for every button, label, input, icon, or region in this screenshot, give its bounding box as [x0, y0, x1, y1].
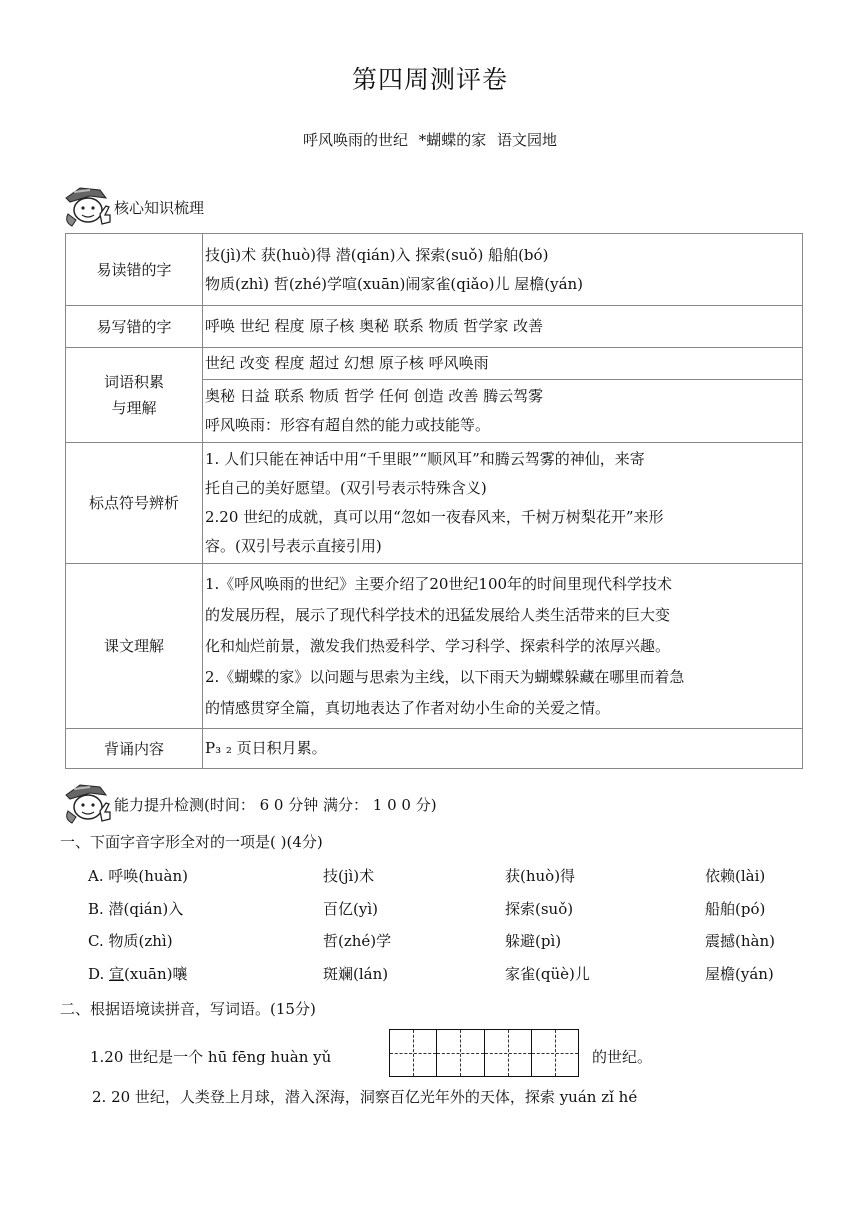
row-content — [203, 729, 803, 769]
content-line: 的情感贯穿全篇，真切地表达了作者对幼小生命的关爱之情。 — [205, 698, 611, 717]
content-line: 世纪 改变 程度 超过 幻想 原子核 呼风唤雨 — [205, 354, 489, 372]
question-2-item-1-suffix: 的世纪。 — [592, 1048, 653, 1066]
content-line: 物质(zhì) 哲(zhé)学喧(xuān)闹家雀(qiǎo)儿 屋檐(yán) — [205, 274, 584, 293]
option-b-4: 船舶(pó) — [705, 900, 766, 918]
question-2-item-2: 2. 20 世纪，人类登上月球，潜入深海，洞察百亿光年外的天体，探索 yuán zǐ hé — [92, 1088, 638, 1106]
row-label-line: 与理解 — [111, 399, 157, 417]
question-1-stem: 一、下面字音字形全对的一项是( )(4分) — [60, 833, 323, 851]
content-line: 的发展历程，展示了现代科学技术的迅猛发展给人类生活带来的巨大变 — [205, 605, 671, 624]
content-line: 奥秘 日益 联系 物质 哲学 任何 创造 改善 腾云驾雾 — [205, 387, 544, 405]
content-line: 化和灿烂前景，激发我们热爱科学、学习科学、探索科学的浓厚兴趣。 — [205, 636, 671, 655]
option-d-prefix: D. — [88, 965, 110, 983]
mascot-icon — [60, 184, 118, 230]
question-2-stem: 二、根据语境读拼音，写词语。(15分) — [60, 1000, 316, 1018]
option-a-3: 获(huò)得 — [505, 867, 576, 885]
writing-cell[interactable] — [485, 1030, 532, 1076]
content-line: 2.《蝴蝶的家》以问题与思索为主线，以下雨天为蝴蝶躲藏在哪里而着急 — [205, 667, 685, 686]
writing-cell[interactable] — [532, 1030, 578, 1076]
option-c-4: 震撼(hàn) — [705, 932, 775, 950]
option-b-1: B. 潜(qián)入 — [88, 900, 184, 918]
option-a-4: 依赖(lài) — [705, 867, 766, 885]
row-label: 易读错的字 — [66, 234, 203, 306]
row-label: 背诵内容 — [66, 729, 203, 769]
option-d-3: 家雀(qüè)儿 — [505, 965, 590, 983]
row-content — [203, 380, 803, 443]
option-b-3: 探索(suǒ) — [505, 900, 574, 918]
option-a-1: A. 呼唤(huàn) — [88, 867, 188, 885]
row-content — [203, 348, 803, 380]
option-d-1 — [88, 963, 187, 984]
content-line: P₃ ₂ 页日积月累。 — [205, 739, 327, 757]
option-c-1: C. 物质(zhì) — [88, 932, 173, 950]
content-line: 2.20 世纪的成就，真可以用“忽如一夜春风来，千树万树梨花开”来形 — [205, 508, 664, 526]
section-heading-ability — [60, 781, 437, 827]
question-2-item-1-prefix: 1.20 世纪是一个 hū fēng huàn yǔ — [90, 1048, 332, 1066]
option-d-rest: (xuān)嚷 — [124, 965, 188, 983]
table-row — [66, 443, 803, 564]
row-label: 标点符号辨析 — [66, 443, 203, 564]
table-row — [66, 348, 803, 380]
option-c-3: 躲避(pì) — [505, 932, 562, 950]
table-row — [66, 564, 803, 729]
writing-cell[interactable] — [390, 1030, 437, 1076]
section-heading-core — [60, 184, 204, 230]
content-line: 呼唤 世纪 程度 原子核 奥秘 联系 物质 哲学家 改善 — [205, 317, 544, 335]
table-row — [66, 234, 803, 306]
content-line: 容。(双引号表示直接引用) — [205, 537, 382, 555]
content-line: 技(jì)术 获(huò)得 潜(qián)入 探索(suǒ) 船舶(bó) — [205, 245, 549, 264]
row-label: 课文理解 — [66, 564, 203, 729]
option-c-2: 哲(zhé)学 — [323, 932, 392, 950]
content-line: 1.《呼风唤雨的世纪》主要介绍了20世纪100年的时间里现代科学技术 — [205, 574, 673, 593]
content-line: 1. 人们只能在神话中用“千里眼”“顺风耳”和腾云驾雾的神仙，来寄 — [205, 450, 645, 468]
row-label-line: 词语积累 — [103, 373, 164, 391]
row-content — [203, 443, 803, 564]
content-line: 托自己的美好愿望。(双引号表示特殊含义) — [205, 479, 487, 497]
row-content — [203, 564, 803, 729]
page-subtitle: 呼风唤雨的世纪 *蝴蝶的家 语文园地 — [302, 131, 558, 149]
option-b-2: 百亿(yì) — [323, 900, 378, 918]
row-label: 易写错的字 — [66, 306, 203, 348]
row-content — [203, 306, 803, 348]
section-heading-label: 核心知识梳理 — [114, 198, 205, 217]
knowledge-table — [65, 233, 803, 769]
writing-cell[interactable] — [437, 1030, 484, 1076]
mascot-icon — [60, 781, 118, 827]
writing-grid[interactable] — [389, 1029, 579, 1077]
option-d-underlined-char: 宣 — [109, 965, 125, 983]
table-row — [66, 729, 803, 769]
option-d-2: 斑斓(lán) — [323, 965, 389, 983]
section-heading-label: 能力提升检测(时间： 6 0 分钟 满分： 1 0 0 分) — [114, 795, 437, 814]
option-d-4: 屋檐(yán) — [705, 965, 774, 983]
option-a-2: 技(jì)术 — [323, 867, 375, 885]
page-title: 第四周测评卷 — [351, 65, 508, 94]
row-content — [203, 234, 803, 306]
table-row — [66, 306, 803, 348]
content-line: 呼风唤雨：形容有超自然的能力或技能等。 — [205, 416, 491, 434]
row-label — [66, 348, 203, 443]
